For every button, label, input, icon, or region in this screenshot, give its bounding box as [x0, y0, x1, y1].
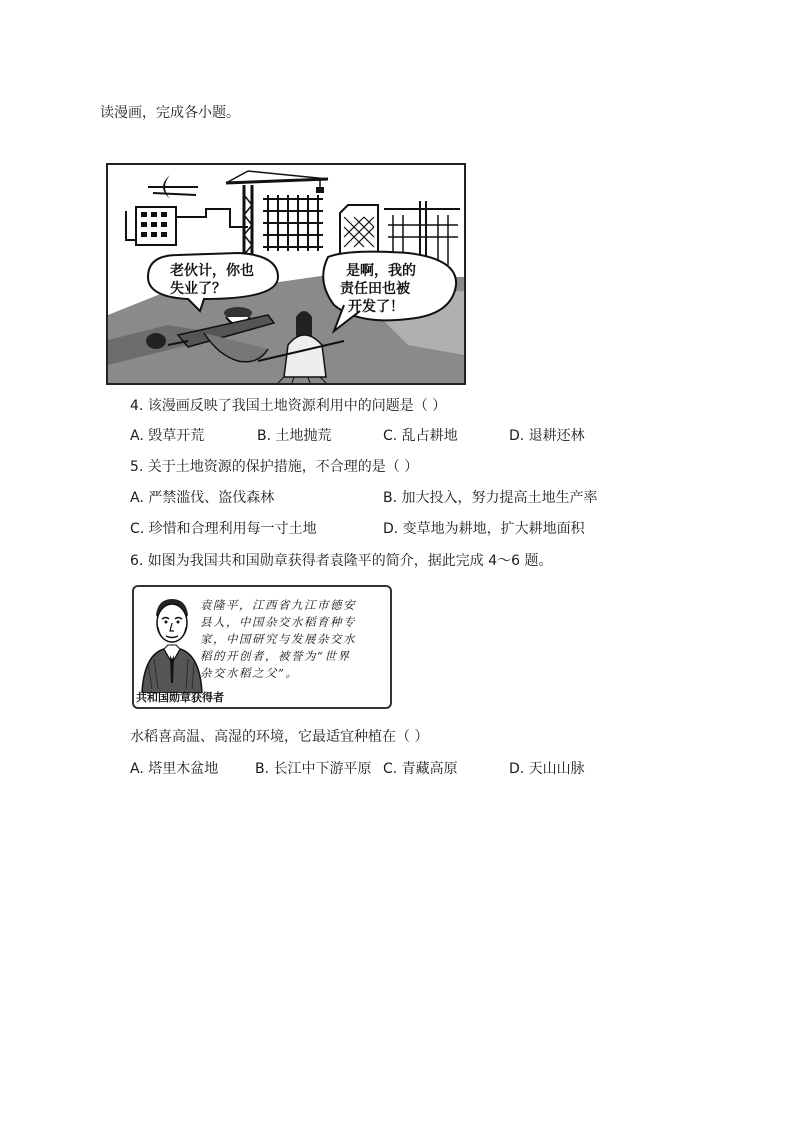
bubble-right-line-1: 是啊，我的	[346, 263, 416, 279]
land-use-cartoon	[106, 163, 466, 385]
portrait-line-1: 袁隆平，江西省九江市德安	[200, 598, 356, 612]
q4-option-c[interactable]: C. 乱占耕地	[383, 428, 458, 444]
q4-option-b[interactable]: B. 土地抛荒	[257, 428, 332, 444]
portrait-line-2: 县人，中国杂交水稻育种专	[200, 615, 356, 629]
q4-option-a[interactable]: A. 毁草开荒	[130, 428, 205, 444]
portrait-caption: 共和国勋章获得者	[136, 691, 224, 704]
q6-option-c[interactable]: C. 青藏高原	[383, 761, 458, 777]
bubble-right-line-3: 开发了！	[348, 299, 404, 315]
yuan-longping-profile	[132, 585, 392, 709]
cartoon-drawing	[108, 165, 464, 383]
q5-option-a[interactable]: A. 严禁滥伐、盗伐森林	[130, 490, 275, 506]
portrait-image	[138, 593, 204, 693]
q5-option-c[interactable]: C. 珍惜和合理利用每一寸土地	[130, 521, 317, 537]
q5-option-d[interactable]: D. 变草地为耕地，扩大耕地面积	[383, 521, 585, 537]
portrait-description	[200, 597, 386, 682]
q6-option-b[interactable]: B. 长江中下游平原	[255, 761, 372, 777]
q6-stem: 6. 如图为我国共和国勋章获得者袁隆平的简介，据此完成 4～6 题。	[130, 553, 553, 569]
q5-stem: 5. 关于土地资源的保护措施，不合理的是（ ）	[130, 459, 419, 475]
portrait-line-4: 稻的开创者，被誉为“世界	[200, 649, 351, 663]
portrait-line-5: 杂交水稻之父”。	[200, 666, 299, 680]
bubble-left-line-1: 老伙计，你也	[170, 263, 254, 279]
q5-option-b[interactable]: B. 加大投入，努力提高土地生产率	[383, 490, 598, 506]
bubble-left-line-2: 失业了？	[170, 281, 226, 297]
portrait-line-3: 家，中国研究与发展杂交水	[200, 632, 356, 646]
q4-option-d[interactable]: D. 退耕还林	[509, 428, 585, 444]
q6-option-a[interactable]: A. 塔里木盆地	[130, 761, 219, 777]
q4-stem: 4. 该漫画反映了我国土地资源利用中的问题是（ ）	[130, 398, 447, 414]
q6-option-d[interactable]: D. 天山山脉	[509, 761, 585, 777]
intro-text: 读漫画，完成各小题。	[100, 105, 240, 121]
bubble-right-line-2: 责任田也被	[340, 281, 410, 297]
q6-sub-stem: 水稻喜高温、高湿的环境，它最适宜种植在（ ）	[130, 729, 429, 745]
